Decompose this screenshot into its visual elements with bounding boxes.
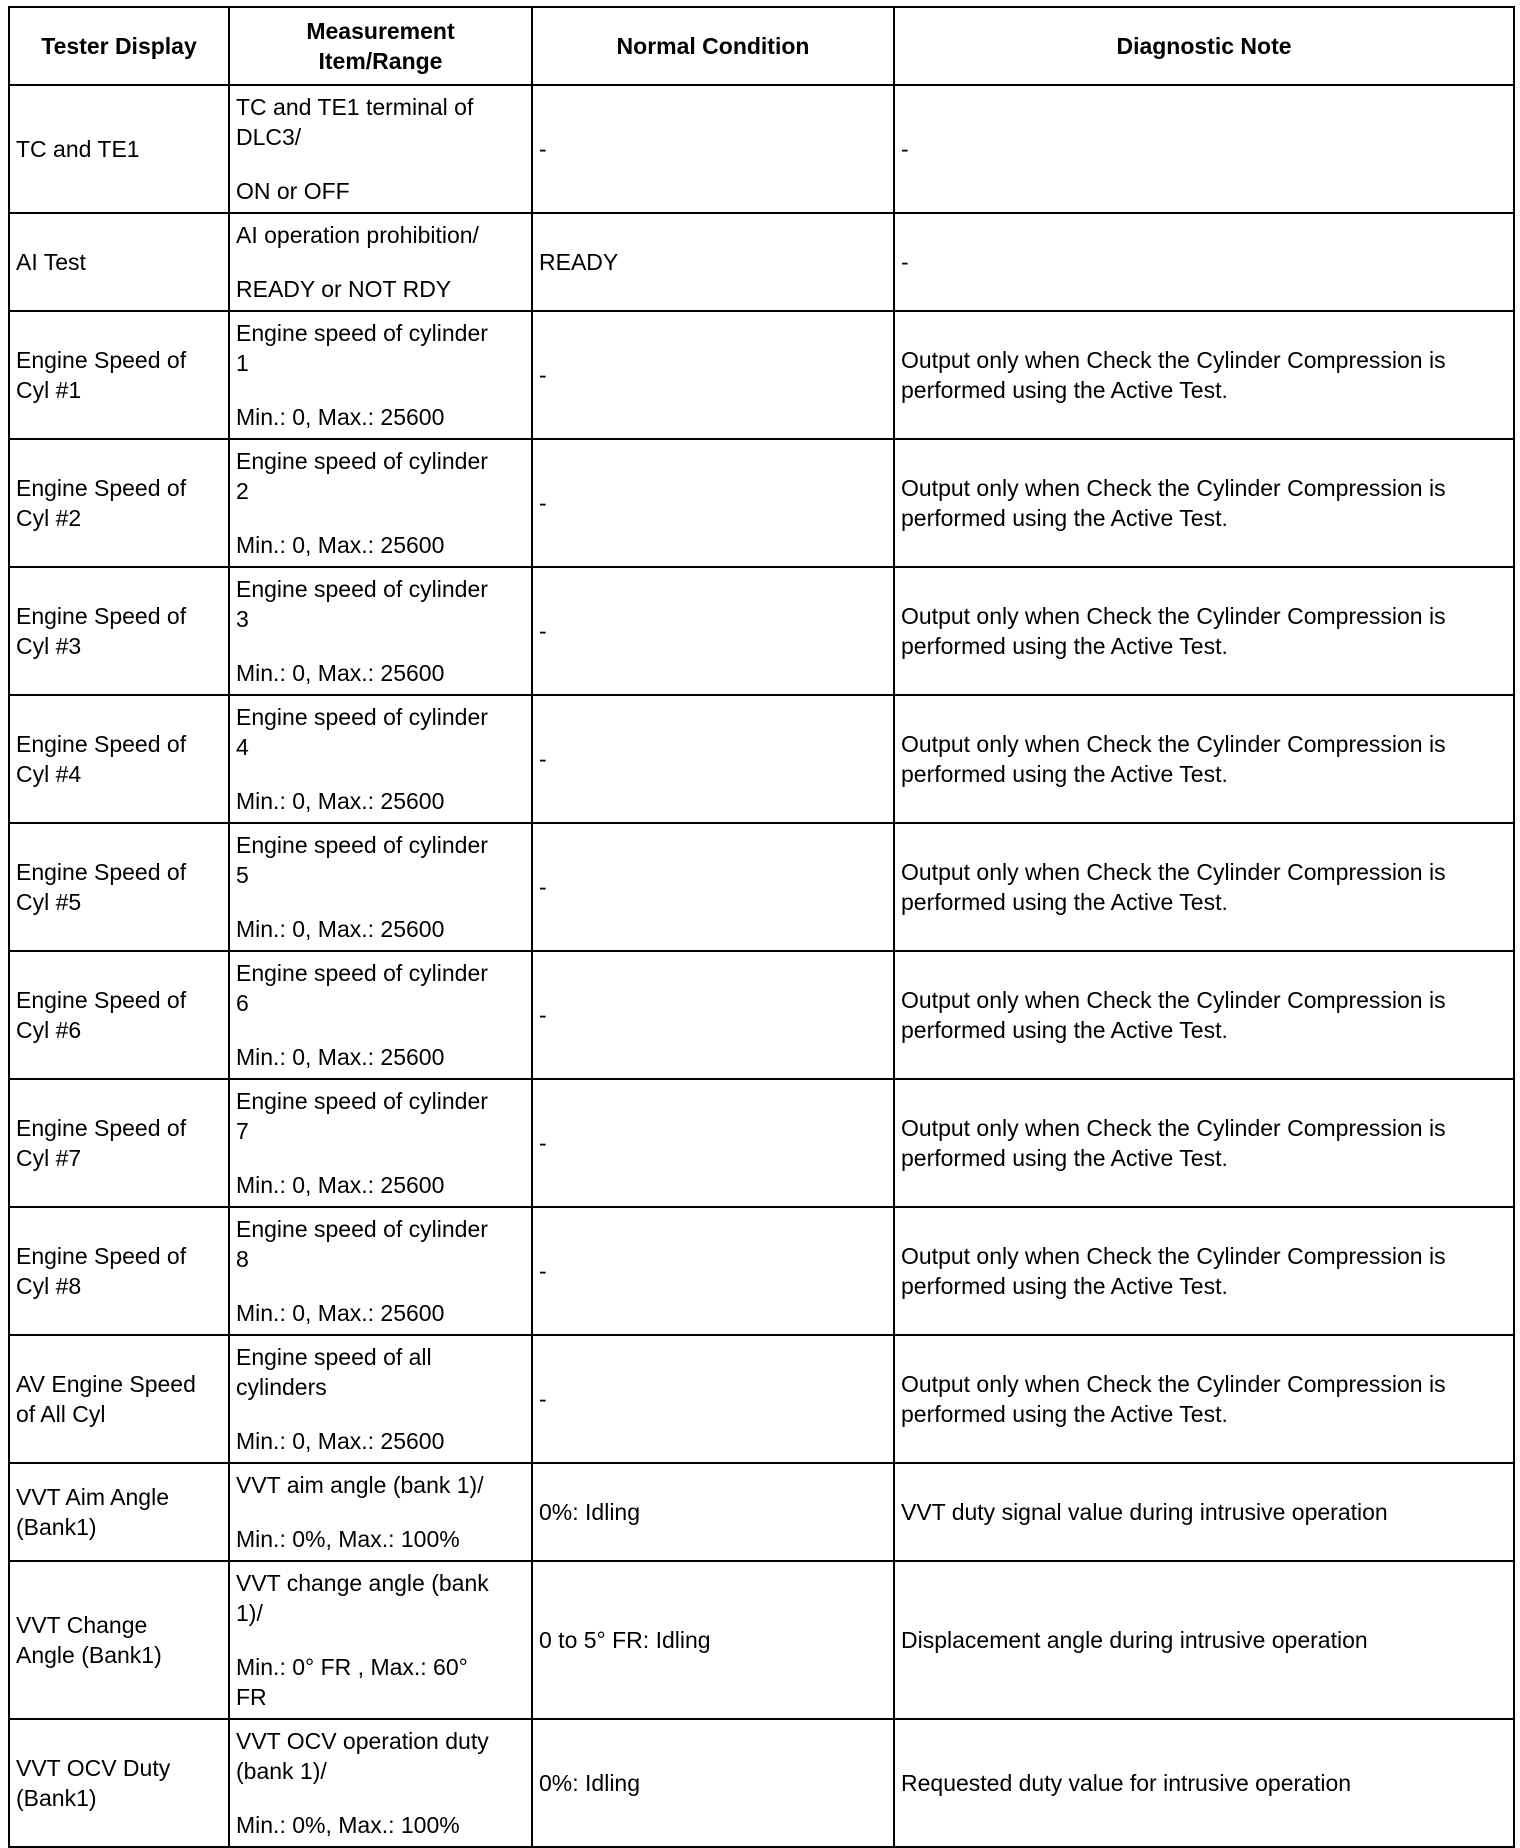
line-gap	[236, 890, 525, 914]
tester-display-text: Cyl #6	[16, 1017, 82, 1043]
header-measurement-line2: Item/Range	[318, 48, 443, 74]
tester-display-text: Engine Speed of	[16, 987, 187, 1013]
diagnostic-note-text: Output only when Check the Cylinder Compression is	[901, 347, 1446, 373]
table-row	[9, 213, 1514, 311]
tester-display-text: AV Engine Speed	[16, 1371, 196, 1397]
measurement-item-text: 5	[236, 862, 249, 888]
table-row	[9, 823, 1514, 951]
cell-diagnostic-note	[894, 695, 1514, 823]
measurement-item-text: Engine speed of cylinder	[236, 832, 488, 858]
table-row	[9, 695, 1514, 823]
cell-measurement-item	[229, 1463, 532, 1561]
cell-tester-display	[9, 1561, 229, 1719]
cell-tester-display	[9, 1463, 229, 1561]
cell-tester-display	[9, 213, 229, 311]
cell-diagnostic-note	[894, 439, 1514, 567]
cell-diagnostic-note	[894, 85, 1514, 213]
cell-measurement-item	[229, 439, 532, 567]
measurement-range-text: Min.: 0, Max.: 25600	[236, 404, 445, 430]
table-row	[9, 1079, 1514, 1207]
line-gap	[236, 1500, 525, 1524]
diagnostic-note-text: Output only when Check the Cylinder Compression is	[901, 475, 1446, 501]
diagnostic-note-text: Output only when Check the Cylinder Compression is	[901, 859, 1446, 885]
measurement-item-text: VVT OCV operation duty	[236, 1728, 489, 1754]
cell-normal-condition: 0%: Idling	[532, 1719, 894, 1847]
measurement-item-text: VVT aim angle (bank 1)/	[236, 1472, 484, 1498]
tester-display-text: Engine Speed of	[16, 859, 187, 885]
cell-tester-display	[9, 85, 229, 213]
tester-display-text: Cyl #4	[16, 761, 82, 787]
cell-diagnostic-note	[894, 951, 1514, 1079]
cell-tester-display	[9, 1079, 229, 1207]
diagnostic-note-text: performed using the Active Test.	[901, 1401, 1228, 1427]
table-row	[9, 311, 1514, 439]
measurement-item-text: cylinders	[236, 1374, 327, 1400]
diagnostic-note-text: performed using the Active Test.	[901, 1017, 1228, 1043]
header-measurement-item-range	[229, 7, 532, 85]
cell-tester-display	[9, 695, 229, 823]
line-gap	[236, 1146, 525, 1170]
tester-display-text: Cyl #7	[16, 1145, 82, 1171]
measurement-range-text: FR	[236, 1684, 267, 1710]
table-row	[9, 567, 1514, 695]
table-row	[9, 85, 1514, 213]
cell-diagnostic-note	[894, 1335, 1514, 1463]
measurement-range-text: Min.: 0, Max.: 25600	[236, 1044, 445, 1070]
tester-display-text: Cyl #5	[16, 889, 82, 915]
measurement-item-text: Engine speed of cylinder	[236, 448, 488, 474]
diagnostic-note-text: Output only when Check the Cylinder Compression is	[901, 1371, 1446, 1397]
cell-normal-condition: -	[532, 439, 894, 567]
header-row	[9, 7, 1514, 85]
tester-display-text: TC and TE1	[16, 136, 140, 162]
cell-measurement-item	[229, 311, 532, 439]
cell-measurement-item	[229, 1335, 532, 1463]
measurement-range-text: Min.: 0, Max.: 25600	[236, 788, 445, 814]
table-row	[9, 439, 1514, 567]
cell-measurement-item	[229, 951, 532, 1079]
measurement-range-text: Min.: 0, Max.: 25600	[236, 1172, 445, 1198]
tester-display-text: VVT OCV Duty	[16, 1755, 171, 1781]
measurement-item-text: Engine speed of cylinder	[236, 960, 488, 986]
cell-normal-condition: 0 to 5° FR: Idling	[532, 1561, 894, 1719]
tester-display-text: Cyl #2	[16, 505, 82, 531]
diagnostic-note-text: performed using the Active Test.	[901, 761, 1228, 787]
diagnostic-note-text: Requested duty value for intrusive operation	[901, 1770, 1352, 1796]
diagnostic-note-text: Output only when Check the Cylinder Compression is	[901, 987, 1446, 1013]
line-gap	[236, 378, 525, 402]
line-gap	[236, 1018, 525, 1042]
tester-display-text: AI Test	[16, 249, 86, 275]
tester-display-text: Cyl #1	[16, 377, 82, 403]
tester-display-text: of All Cyl	[16, 1401, 106, 1427]
diagnostic-note-text: Output only when Check the Cylinder Compression is	[901, 603, 1446, 629]
table-row	[9, 1719, 1514, 1847]
data-list-table	[8, 6, 1515, 1848]
cell-normal-condition: -	[532, 311, 894, 439]
measurement-item-text: Engine speed of all	[236, 1344, 432, 1370]
cell-tester-display	[9, 951, 229, 1079]
measurement-item-text: Engine speed of cylinder	[236, 704, 488, 730]
cell-normal-condition: -	[532, 1335, 894, 1463]
header-measurement-line1: Measurement	[306, 18, 455, 44]
table-row	[9, 951, 1514, 1079]
cell-measurement-item	[229, 567, 532, 695]
cell-diagnostic-note	[894, 823, 1514, 951]
tester-display-text: Engine Speed of	[16, 347, 187, 373]
line-gap	[236, 152, 525, 176]
cell-normal-condition: -	[532, 823, 894, 951]
measurement-item-text: (bank 1)/	[236, 1758, 327, 1784]
diagnostic-note-text: performed using the Active Test.	[901, 505, 1228, 531]
cell-diagnostic-note	[894, 1561, 1514, 1719]
cell-normal-condition: READY	[532, 213, 894, 311]
measurement-item-text: Engine speed of cylinder	[236, 1216, 488, 1242]
line-gap	[236, 506, 525, 530]
line-gap	[236, 250, 525, 274]
line-gap	[236, 762, 525, 786]
measurement-range-text: ON or OFF	[236, 178, 350, 204]
measurement-item-text: AI operation prohibition/	[236, 222, 479, 248]
cell-diagnostic-note	[894, 213, 1514, 311]
tester-display-text: Cyl #3	[16, 633, 82, 659]
cell-normal-condition: -	[532, 695, 894, 823]
cell-diagnostic-note	[894, 1463, 1514, 1561]
diagnostic-note-text: VVT duty signal value during intrusive operation	[901, 1499, 1388, 1525]
diagnostic-note-text: Displacement angle during intrusive operation	[901, 1627, 1368, 1653]
diagnostic-note-text: performed using the Active Test.	[901, 1145, 1228, 1171]
cell-tester-display	[9, 439, 229, 567]
cell-normal-condition: -	[532, 1079, 894, 1207]
cell-tester-display	[9, 567, 229, 695]
diagnostic-note-text: performed using the Active Test.	[901, 633, 1228, 659]
table-row	[9, 1463, 1514, 1561]
cell-measurement-item	[229, 213, 532, 311]
measurement-item-text: 7	[236, 1118, 249, 1144]
tester-display-text: Engine Speed of	[16, 475, 187, 501]
measurement-item-text: 4	[236, 734, 249, 760]
diagnostic-note-text: Output only when Check the Cylinder Compression is	[901, 1115, 1446, 1141]
cell-measurement-item	[229, 1207, 532, 1335]
measurement-range-text: Min.: 0, Max.: 25600	[236, 1300, 445, 1326]
tester-display-text: Engine Speed of	[16, 1243, 187, 1269]
measurement-item-text: 2	[236, 478, 249, 504]
measurement-range-text: Min.: 0%, Max.: 100%	[236, 1812, 460, 1838]
tester-display-text: Engine Speed of	[16, 731, 187, 757]
cell-diagnostic-note	[894, 311, 1514, 439]
cell-normal-condition: -	[532, 1207, 894, 1335]
cell-measurement-item	[229, 85, 532, 213]
header-normal-condition: Normal Condition	[532, 7, 894, 85]
measurement-item-text: 1)/	[236, 1600, 263, 1626]
tester-display-text: Cyl #8	[16, 1273, 82, 1299]
cell-normal-condition: -	[532, 951, 894, 1079]
measurement-range-text: Min.: 0° FR , Max.: 60°	[236, 1654, 468, 1680]
line-gap	[236, 1786, 525, 1810]
tester-display-text: VVT Aim Angle	[16, 1484, 169, 1510]
measurement-item-text: 8	[236, 1246, 249, 1272]
measurement-item-text: 3	[236, 606, 249, 632]
tester-display-text: (Bank1)	[16, 1785, 97, 1811]
measurement-item-text: DLC3/	[236, 124, 302, 150]
diagnostic-note-text: performed using the Active Test.	[901, 377, 1228, 403]
table-row	[9, 1561, 1514, 1719]
cell-tester-display	[9, 1719, 229, 1847]
cell-diagnostic-note	[894, 1719, 1514, 1847]
diagnostic-note-text: performed using the Active Test.	[901, 889, 1228, 915]
diagnostic-note-text: performed using the Active Test.	[901, 1273, 1228, 1299]
measurement-item-text: Engine speed of cylinder	[236, 576, 488, 602]
line-gap	[236, 1402, 525, 1426]
cell-measurement-item	[229, 1719, 532, 1847]
measurement-item-text: 1	[236, 350, 249, 376]
measurement-range-text: Min.: 0, Max.: 25600	[236, 660, 445, 686]
cell-tester-display	[9, 1207, 229, 1335]
measurement-range-text: Min.: 0%, Max.: 100%	[236, 1526, 460, 1552]
line-gap	[236, 1274, 525, 1298]
header-tester-display: Tester Display	[9, 7, 229, 85]
cell-measurement-item	[229, 823, 532, 951]
measurement-item-text: TC and TE1 terminal of	[236, 94, 474, 120]
tester-display-text: VVT Change	[16, 1612, 148, 1638]
cell-diagnostic-note	[894, 1207, 1514, 1335]
cell-measurement-item	[229, 1079, 532, 1207]
cell-tester-display	[9, 823, 229, 951]
measurement-item-text: Engine speed of cylinder	[236, 1088, 488, 1114]
measurement-item-text: VVT change angle (bank	[236, 1570, 489, 1596]
tester-display-text: Engine Speed of	[16, 1115, 187, 1141]
diagnostic-note-text: -	[901, 136, 909, 162]
tester-display-text: Angle (Bank1)	[16, 1642, 162, 1668]
header-diagnostic-note: Diagnostic Note	[894, 7, 1514, 85]
table-row	[9, 1207, 1514, 1335]
cell-normal-condition: -	[532, 85, 894, 213]
table-row	[9, 1335, 1514, 1463]
measurement-range-text: Min.: 0, Max.: 25600	[236, 916, 445, 942]
measurement-range-text: READY or NOT RDY	[236, 276, 452, 302]
tester-display-text: (Bank1)	[16, 1514, 97, 1540]
measurement-range-text: Min.: 0, Max.: 25600	[236, 532, 445, 558]
tester-display-text: Engine Speed of	[16, 603, 187, 629]
measurement-range-text: Min.: 0, Max.: 25600	[236, 1428, 445, 1454]
diagnostic-note-text: -	[901, 249, 909, 275]
diagnostic-note-text: Output only when Check the Cylinder Compression is	[901, 1243, 1446, 1269]
cell-normal-condition: 0%: Idling	[532, 1463, 894, 1561]
line-gap	[236, 634, 525, 658]
cell-measurement-item	[229, 1561, 532, 1719]
cell-tester-display	[9, 311, 229, 439]
diagnostic-note-text: Output only when Check the Cylinder Compression is	[901, 731, 1446, 757]
line-gap	[236, 1628, 525, 1652]
cell-diagnostic-note	[894, 1079, 1514, 1207]
cell-diagnostic-note	[894, 567, 1514, 695]
measurement-item-text: 6	[236, 990, 249, 1016]
cell-tester-display	[9, 1335, 229, 1463]
measurement-item-text: Engine speed of cylinder	[236, 320, 488, 346]
cell-normal-condition: -	[532, 567, 894, 695]
cell-measurement-item	[229, 695, 532, 823]
